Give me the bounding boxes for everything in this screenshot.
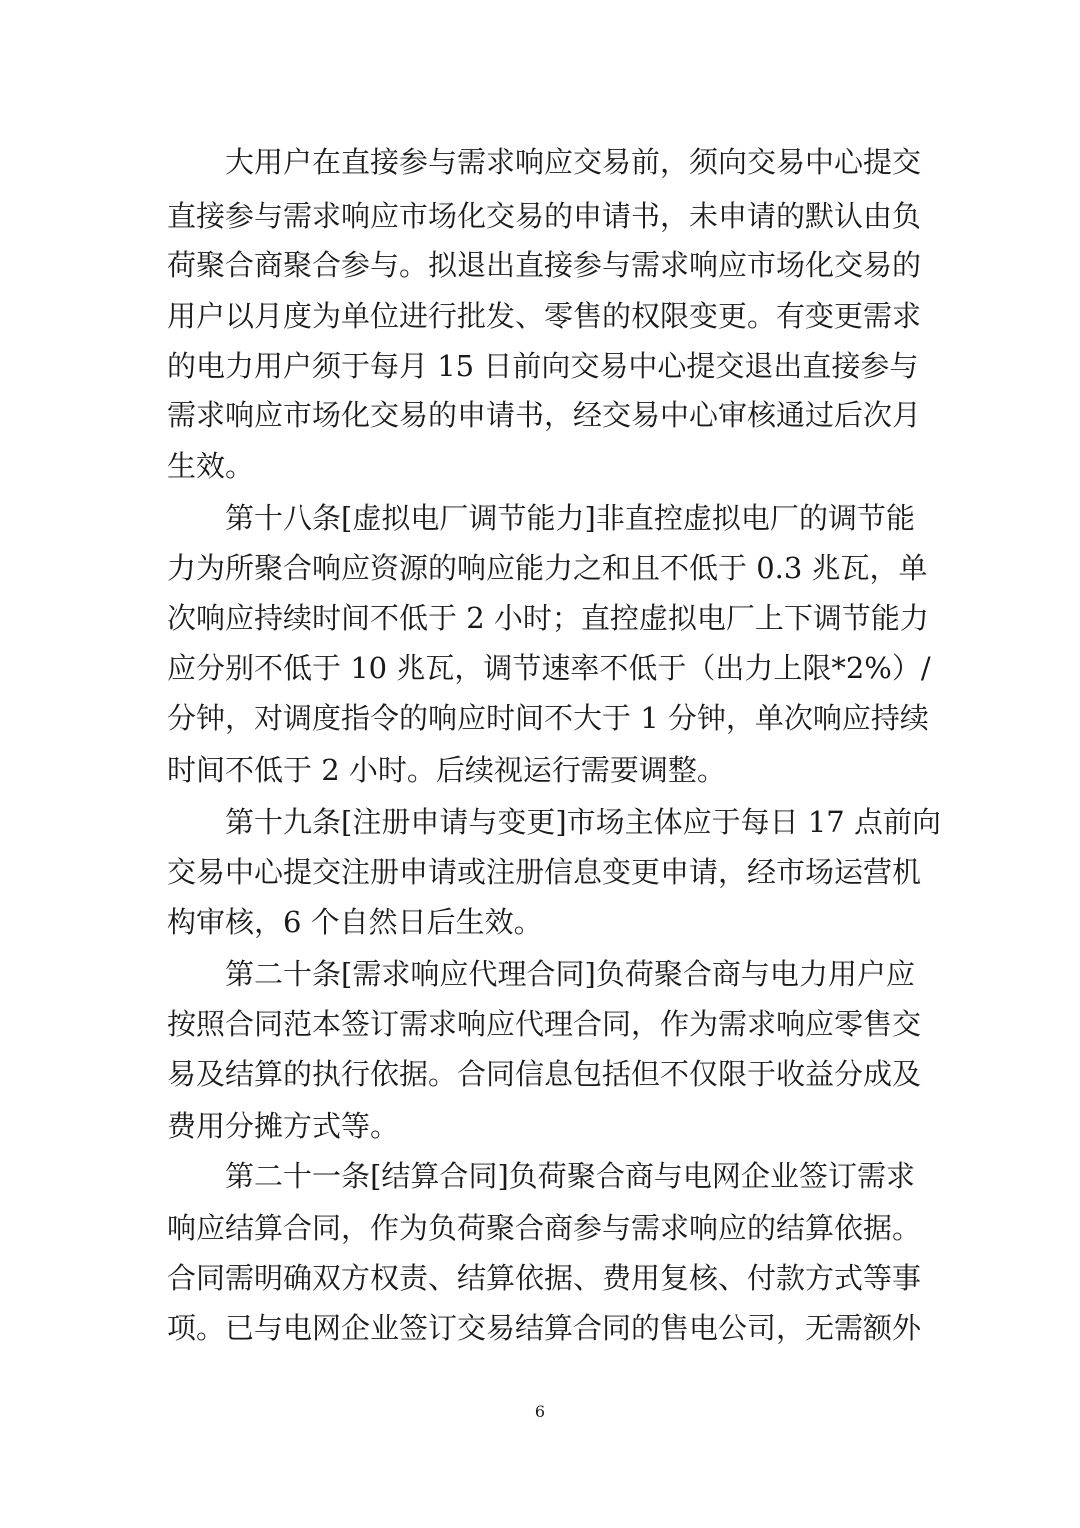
text-line: 次响应持续时间不低于 2 小时；直控虚拟电厂上下调节能力: [167, 601, 929, 635]
text-line: 时间不低于 2 小时。后续视运行需要调整。: [167, 753, 726, 787]
text-line: 交易中心提交注册申请或注册信息变更申请，经市场运营机: [167, 855, 922, 889]
text-line: 直接参与需求响应市场化交易的申请书，未申请的默认由负: [167, 199, 922, 233]
text-line: 力为所聚合响应资源的响应能力之和且不低于 0.3 兆瓦，单: [167, 551, 928, 585]
text-line: 第二十条[需求响应代理合同]负荷聚合商与电力用户应: [225, 957, 915, 991]
text-line: 易及结算的执行依据。合同信息包括但不仅限于收益分成及: [167, 1057, 922, 1091]
text-line: 需求响应市场化交易的申请书，经交易中心审核通过后次月: [167, 398, 922, 432]
text-line: 合同需明确双方权责、结算依据、费用复核、付款方式等事: [167, 1261, 922, 1295]
text-line: 响应结算合同，作为负荷聚合商参与需求响应的结算依据。: [167, 1211, 922, 1245]
text-line: 费用分摊方式等。: [167, 1109, 400, 1143]
text-line: 大用户在直接参与需求响应交易前，须向交易中心提交: [225, 145, 922, 179]
text-line: 第二十一条[结算合同]负荷聚合商与电网企业签订需求: [225, 1159, 915, 1193]
text-line: 按照合同范本签订需求响应代理合同，作为需求响应零售交: [167, 1007, 922, 1041]
text-line: 应分别不低于 10 兆瓦，调节速率不低于（出力上限*2%）/: [167, 651, 931, 685]
text-line: 第十九条[注册申请与变更]市场主体应于每日 17 点前向: [225, 805, 941, 839]
text-line: 分钟，对调度指令的响应时间不大于 1 分钟，单次响应持续: [167, 701, 929, 735]
text-line: 项。已与电网企业签订交易结算合同的售电公司，无需额外: [167, 1311, 922, 1345]
text-line: 用户以月度为单位进行批发、零售的权限变更。有变更需求: [167, 299, 922, 333]
text-line: 第十八条[虚拟电厂调节能力]非直控虚拟电厂的调节能: [225, 501, 915, 535]
page-number: 6: [534, 1402, 546, 1421]
text-line: 的电力用户须于每月 15 日前向交易中心提交退出直接参与: [167, 349, 919, 383]
text-line: 构审核，6 个自然日后生效。: [167, 905, 543, 939]
text-line: 荷聚合商聚合参与。拟退出直接参与需求响应市场化交易的: [167, 248, 922, 282]
text-line: 生效。: [167, 449, 255, 483]
